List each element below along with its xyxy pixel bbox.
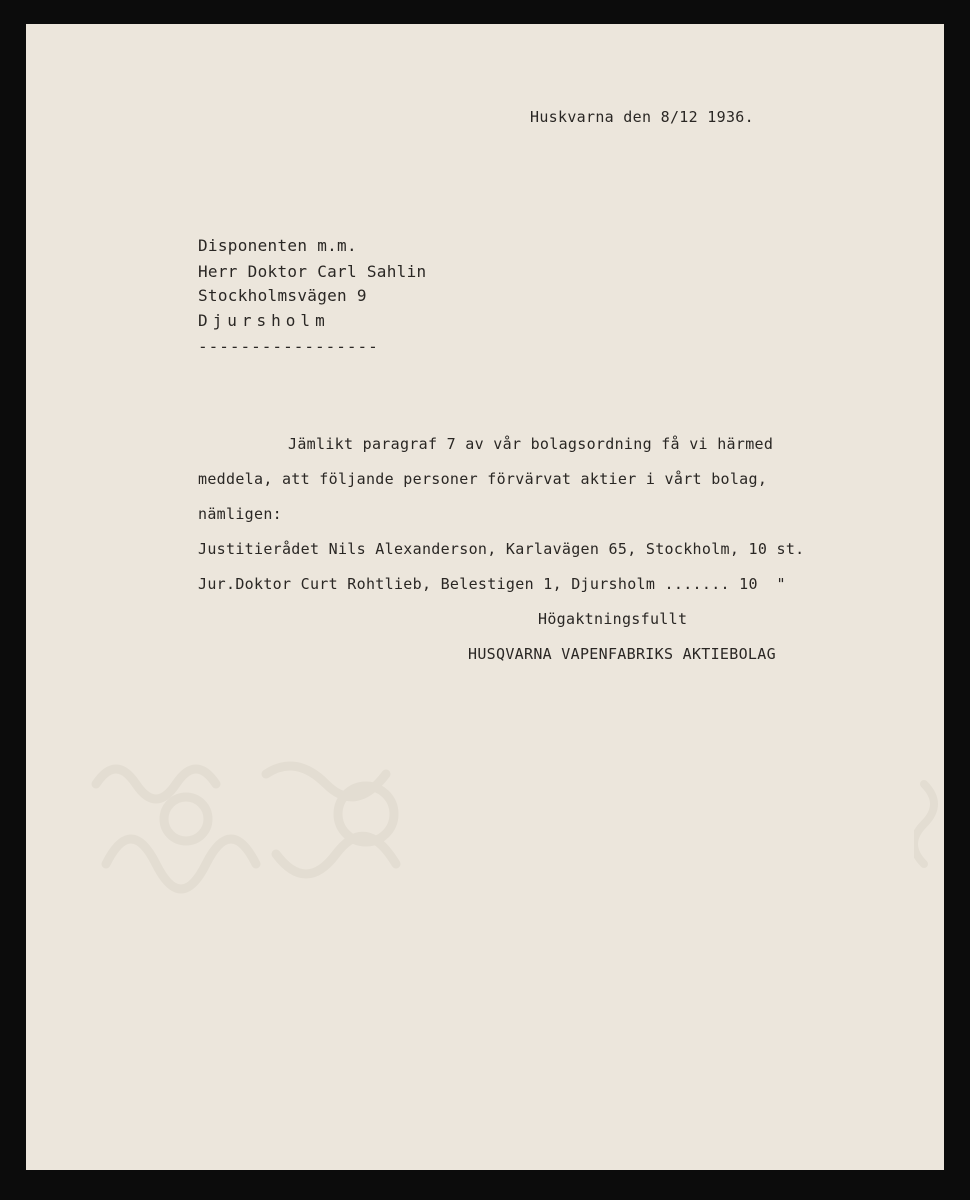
recipient-city: Djursholm	[198, 311, 330, 330]
recipient-street: Stockholmsvägen 9	[198, 286, 367, 305]
closing-text: Högaktningsfullt	[538, 610, 688, 628]
letter-date: Huskvarna den 8/12 1936.	[530, 108, 754, 126]
body-line-3: nämligen:	[198, 505, 282, 523]
paper-watermark	[66, 724, 466, 914]
recipient-name: Herr Doktor Carl Sahlin	[198, 262, 427, 281]
recipient-title: Disponenten m.m.	[198, 236, 357, 255]
body-line-2: meddela, att följande personer förvärvat aktier i vårt bolag,	[198, 470, 768, 488]
paper-watermark-edge	[914, 764, 944, 884]
letter-sheet	[26, 24, 944, 1170]
body-line-1: Jämlikt paragraf 7 av vår bolagsordning få vi härmed	[288, 435, 774, 453]
recipient-underline: -----------------	[198, 337, 379, 356]
body-line-5: Jur.Doktor Curt Rohtlieb, Belestigen 1, Djursholm ....... 10 "	[198, 575, 786, 593]
body-line-4: Justitierådet Nils Alexanderson, Karlavägen 65, Stockholm, 10 st.	[198, 540, 805, 558]
signature-company: HUSQVARNA VAPENFABRIKS AKTIEBOLAG	[468, 645, 776, 663]
